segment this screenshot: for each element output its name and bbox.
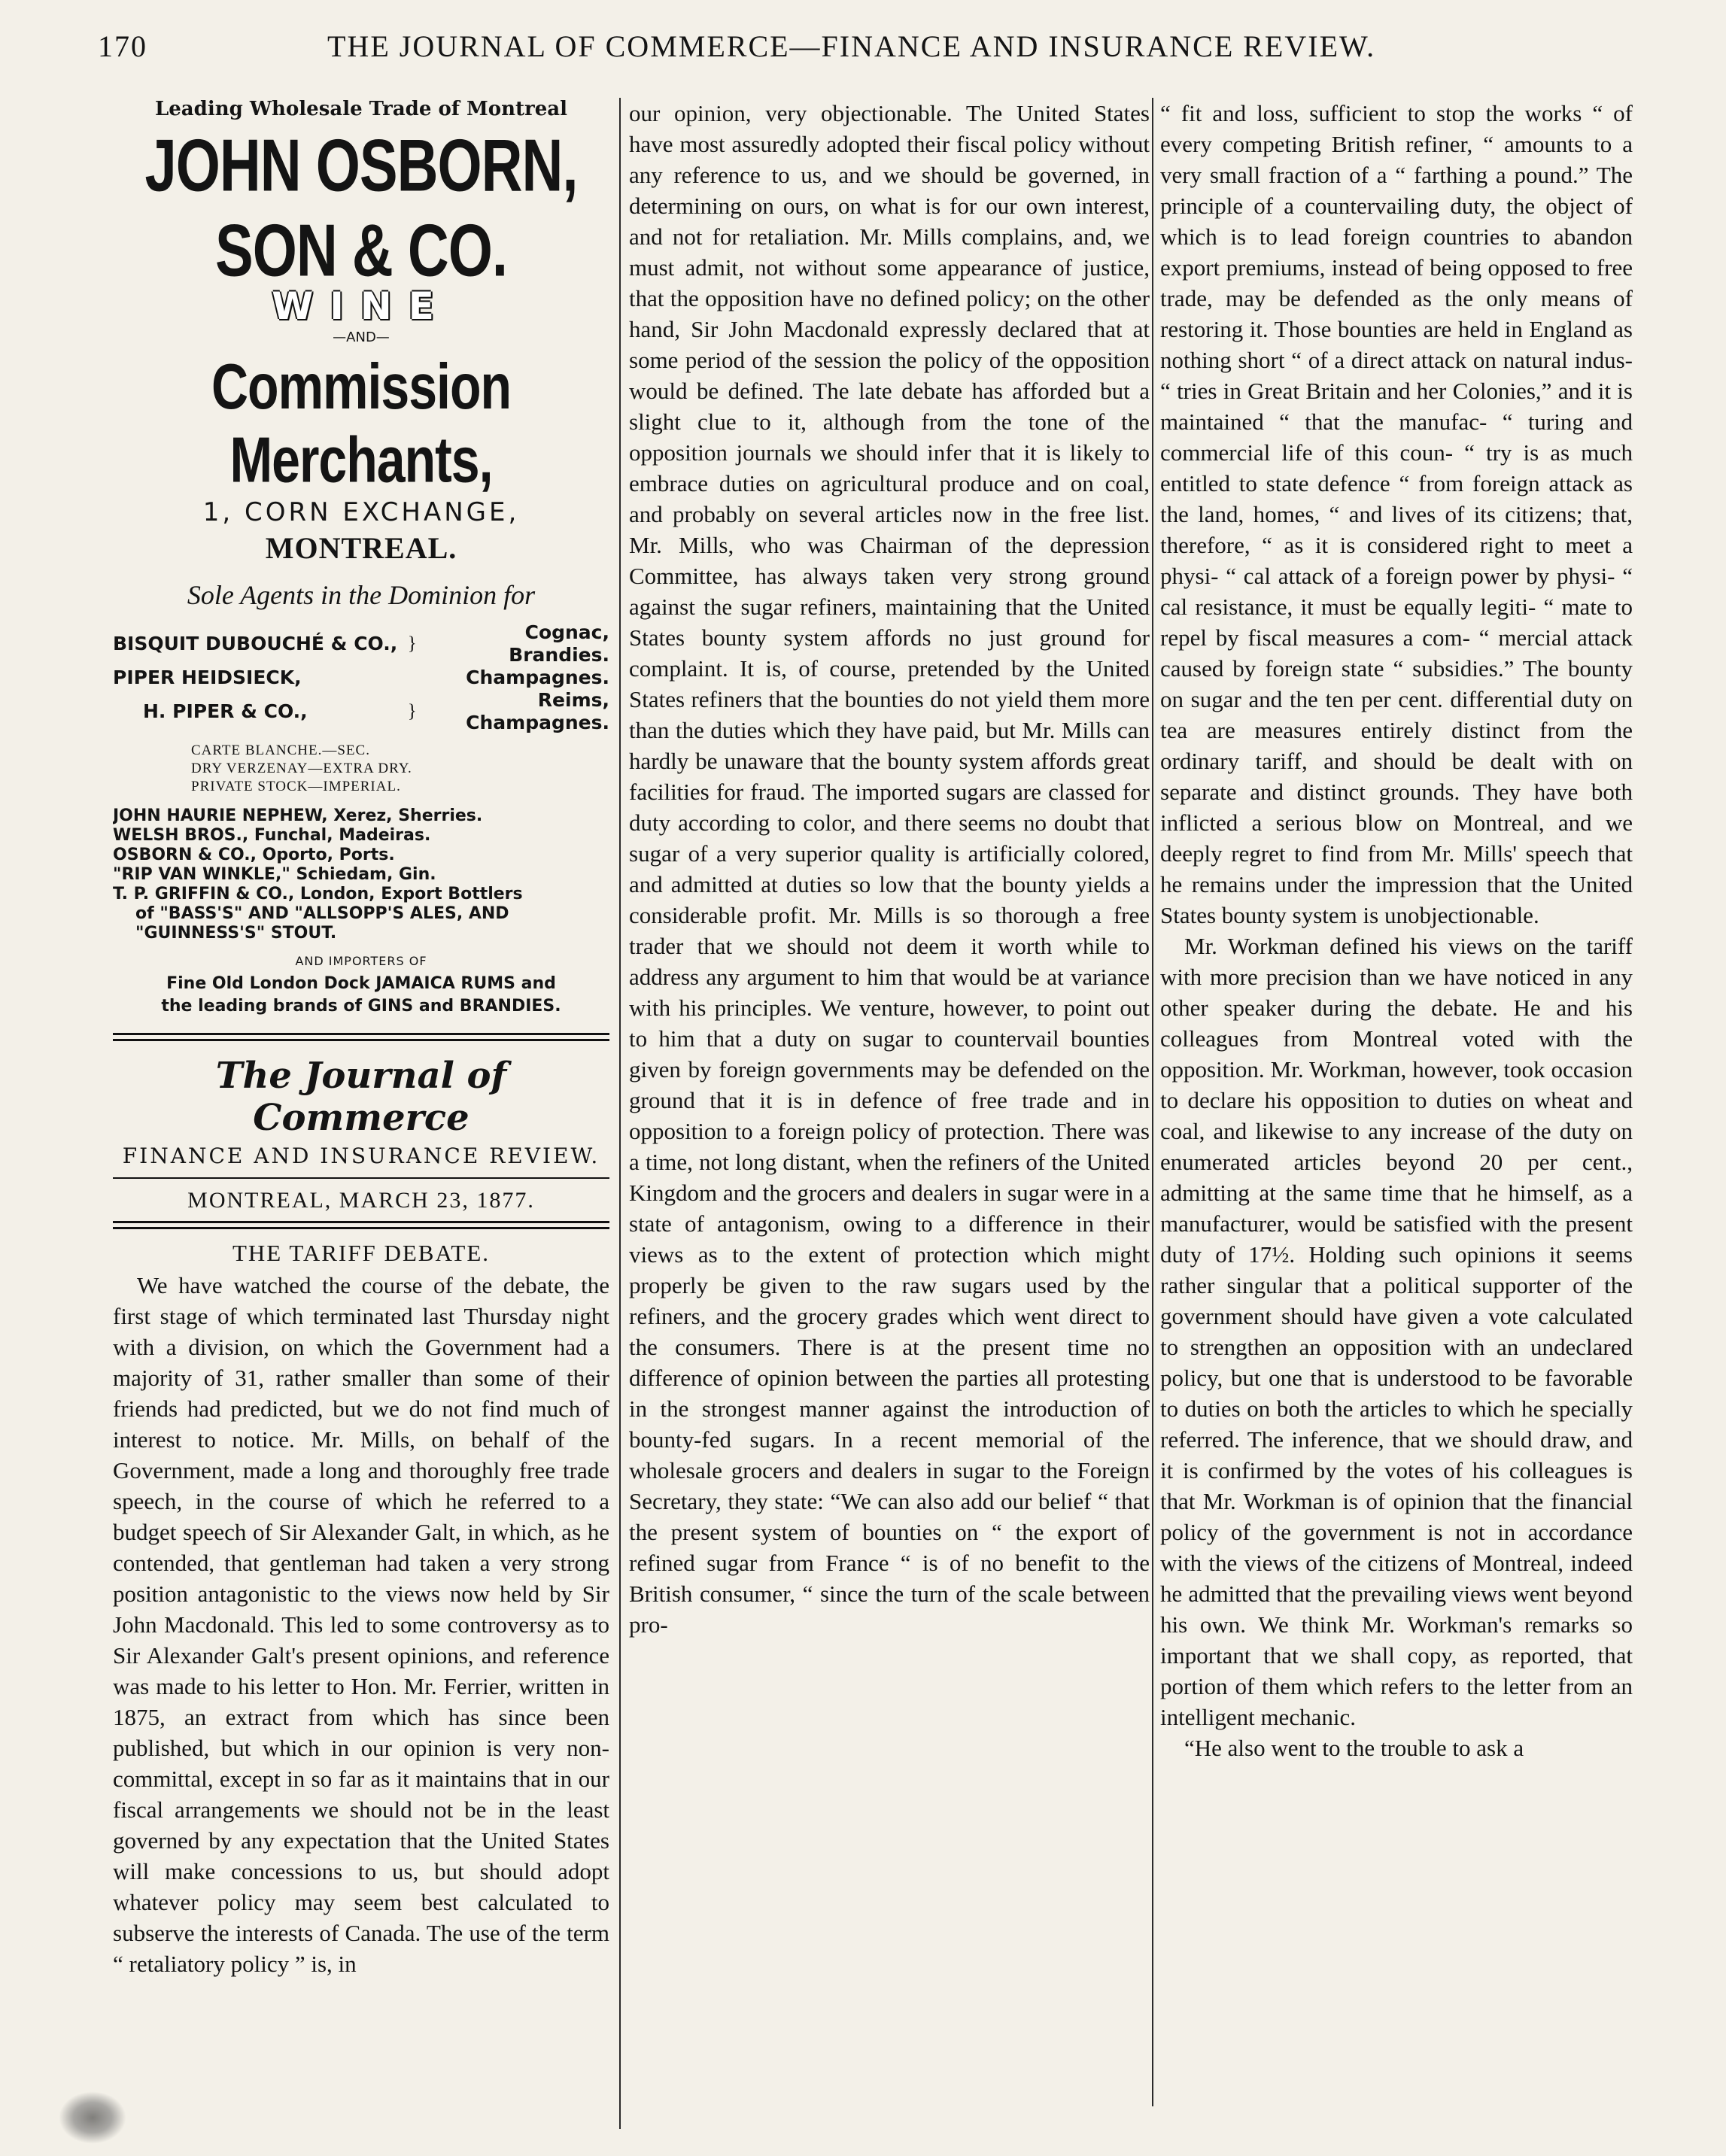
agency-row bbox=[113, 667, 609, 689]
ad-importers: AND IMPORTERS OF bbox=[295, 954, 427, 968]
column-2 bbox=[629, 98, 1150, 2106]
agency-table bbox=[113, 621, 609, 734]
agency-agent: H. PIPER & CO., bbox=[143, 700, 308, 722]
column-rule bbox=[619, 98, 621, 2129]
agency-agent: PIPER HEIDSIECK, bbox=[113, 667, 302, 688]
agency-row bbox=[113, 689, 609, 734]
advertisement bbox=[113, 98, 609, 1018]
ad-wine: WINE bbox=[272, 284, 451, 328]
house-line: JOHN HAURIE NEPHEW, Xerez, Sherries. bbox=[113, 806, 483, 825]
column-rule bbox=[1152, 98, 1153, 2106]
house-line: OSBORN & CO., Oporto, Ports. bbox=[113, 846, 395, 864]
article-body bbox=[113, 1270, 609, 1979]
article-headline: THE TARIFF DEBATE. bbox=[232, 1240, 491, 1266]
rule bbox=[113, 1177, 609, 1179]
masthead-title: The Journal of Commerce bbox=[215, 1055, 507, 1139]
scan-thumb-shadow bbox=[59, 2091, 126, 2144]
paragraph: “ fit and loss, sufficient to stop the works “ of every competing British refiner, “ amounts to a very small fraction of a “ farthing a pound.” The principle of a countervailing duty, the object of which is to lead foreign countries to abandon export premiums, instead of being opposed to free trade, may be defended as the only means of restoring it. Those bounties are held in England as nothing short “ of a direct attack on natural indus- “ tries in Great Britain and her Colonies,” and it is maintained “ that the manufac- “ turing and commercial life of this coun- “ try is as much entitled to state defence “ from foreign attack as the land, homes, “ and lives of its citizens; that, therefore, “ as it is considered right to meet a physi- “ cal attack of a foreign power by physi- “ cal resistance, it must be equally legiti- “ mate to repel by fiscal measures a com- “ mercial attack caused by foreign state “ subsidies.” The bounty on sugar and the ten per cent. differential duty on tea are measures entirely distinct from the ordinary tariff, and should be dealt with on separate and distinct grounds. They have both inflicted a serious blow on Montreal, and we deeply regret to find from Mr. Mills' speech that he remains under the impression that the United States bounty system is unobjectionable. bbox=[1160, 100, 1633, 928]
article-body bbox=[1160, 98, 1633, 1763]
paragraph: “He also went to the trouble to ask a bbox=[1184, 1735, 1524, 1761]
column-3 bbox=[1160, 98, 1633, 2084]
ad-firm-name: JOHN OSBORN, SON & CO. bbox=[144, 124, 578, 293]
agency-row bbox=[113, 621, 609, 667]
page-number: 170 bbox=[98, 29, 147, 63]
article-body bbox=[629, 98, 1150, 1640]
house-line: T. P. GRIFFIN & CO., London, Export Bottlers bbox=[113, 885, 523, 903]
grade-line: PRIVATE STOCK—IMPERIAL. bbox=[191, 779, 401, 794]
house-line: of "BASS'S" AND "ALLSOPP'S ALES, AND bbox=[135, 904, 509, 923]
ad-address: 1, CORN EXCHANGE, bbox=[202, 497, 520, 527]
running-header bbox=[98, 29, 1673, 74]
ad-heading: Leading Wholesale Trade of Montreal bbox=[154, 98, 568, 120]
paragraph: our opinion, very objectionable. The United States have most assuredly adopted their fiscal policy without any reference to us, and we should be governed, in determining on ours, on what is for our own interest, and not for retaliation. Mr. Mills complains, and, we must admit, not without some appearance of justice, that the opposition have no defined policy; on the other hand, Sir John Macdonald expressly declared that at some period of the session the policy of the opposition would be defined. The late debate has afforded but a slight clue to it, although from the tone of the opposition journals we should infer that it is likely to embrace duties on agricultural produce and on coal, and probably on several articles now in the free list. Mr. Mills, who was Chairman of the depression Committee, has always taken very strong ground against the sugar refiners, maintaining that the United States bounty system affords no just ground for complaint. It is, of course, pretended by the United States refiners that the bounties do not yield them more than the duties which they have paid, but Mr. Mills can hardly be unaware that the bounty system affords great facilities for fraud. The imported sugars are classed for duty according to color, and there seems no doubt that sugar of a very superior quality is artificially colored, and admitted at duties so low that the bounty yields a considerable profit. Mr. Mills is so thorough a free trader that we should not deem it worth while to address any argument to him that would be at variance with his principles. We venture, however, to point out to him that a duty on sugar to countervail bounties given by foreign governments may be defended on the ground that it is in defence of free trade and in opposition to a foreign policy of protection. There was a time, not long distant, when the refiners of the United Kingdom and the grocers and dealers in sugar were in a state of antagonism, owing to a difference in their views as to the extent of protection which might properly be given to the raw sugars used by the refiners, and the grocery grades which went direct to the consumers. There is at the present time no difference of opinion between the parties all protesting in the strongest manner against the introduction of bounty-fed sugars. In a recent memorial of the wholesale grocers and dealers in sugar to the Foreign Secretary, they state: “We can also add our belief “ that the present system of bounties on “ the export of refined sugar from France “ is of no benefit to the British consumer, “ since the turn of the scale between pro- bbox=[629, 100, 1150, 1638]
house-list bbox=[113, 806, 609, 943]
double-rule bbox=[113, 1221, 609, 1229]
running-title: THE JOURNAL OF COMMERCE—FINANCE AND INSURANCE REVIEW. bbox=[327, 29, 1376, 63]
agency-agent: BISQUIT DUBOUCHÉ & CO., bbox=[113, 633, 398, 654]
ad-agents-heading: Sole Agents in the Dominion for bbox=[187, 580, 536, 610]
agency-product: Cognac, Brandies. bbox=[509, 621, 609, 666]
grade-line: DRY VERZENAY—EXTRA DRY. bbox=[191, 761, 412, 776]
house-line: "GUINNESS'S" STOUT. bbox=[135, 924, 337, 943]
ad-fine-line: the leading brands of GINS and BRANDIES. bbox=[161, 997, 561, 1016]
agency-product: Reims, Champagnes. bbox=[466, 689, 609, 733]
house-line: "RIP VAN WINKLE," Schiedam, Gin. bbox=[113, 865, 436, 884]
ad-and: —AND— bbox=[333, 329, 390, 345]
masthead-subtitle: FINANCE AND INSURANCE REVIEW. bbox=[122, 1143, 600, 1168]
ad-fine-line: Fine Old London Dock JAMAICA RUMS and bbox=[166, 974, 556, 993]
grade-line: CARTE BLANCHE.—SEC. bbox=[191, 742, 370, 758]
agency-product: Champagnes. bbox=[466, 667, 609, 688]
ad-city: MONTREAL. bbox=[265, 531, 457, 565]
paragraph: We have watched the course of the debate, the first stage of which terminated last Thursday night with a division, on which the Government had a majority of 31, rather smaller than some of their friends had predicted, but we do not find much of interest to notice. Mr. Mills, on behalf of the Government, made a long and thoroughly free trade speech, in the course of which he referred to a budget speech of Sir Alexander Galt, in which, as he contended, that gentleman had taken a very strong position antagonistic to the views now held by Sir John Macdonald. This led to some controversy as to Sir Alexander Galt's present opinions, and reference was made to his letter to Hon. Mr. Ferrier, written in 1875, an extract from which has since been published, but which in our opinion is very non-committal, except in so far as it maintains that in our fiscal arrangements we should not be in the least governed by any expectation that the United States will make concessions to us, but should adopt whatever policy may seem best calculated to subserve the interests of Canada. The use of the term “ retaliatory policy ” is, in bbox=[113, 1272, 609, 1977]
masthead-date: MONTREAL, MARCH 23, 1877. bbox=[187, 1188, 535, 1213]
column-1 bbox=[113, 98, 609, 2046]
paragraph: Mr. Workman defined his views on the tariff with more precision than we have noticed in any other speaker during the debate. He and his colleagues from Montreal voted with the opposition. Mr. Workman, however, took occasion to declare his opposition to duties on wheat and coal, and likewise to any increase of the duty on enumerated articles beyond 20 per cent., admitting at the same time that he himself, as a manufacturer, would be satisfied with the present duty of 17½. Holding such opinions it seems rather singular that a political supporter of the government should have given a vote calculated to strengthen an opposition with an undeclared policy, but one that is understood to be favorable to duties on both the articles to which he specially referred. The inference, that we should draw, and it is confirmed by the votes of his colleagues is that Mr. Workman is of opinion that the financial policy of the government is not in accordance with the views of the citizens of Montreal, indeed he admitted that the prevailing views went beyond his own. We think Mr. Workman's remarks so important that we shall copy, as reported, that portion of them which refers to the letter from an intelligent mechanic. bbox=[1160, 933, 1633, 1730]
brace-glyph: } bbox=[407, 701, 417, 721]
brace-glyph: } bbox=[407, 633, 417, 654]
masthead bbox=[113, 1055, 609, 1229]
grade-list bbox=[191, 742, 609, 796]
ad-merchants: Commission Merchants, bbox=[211, 351, 512, 496]
double-rule bbox=[113, 1033, 609, 1041]
house-line: WELSH BROS., Funchal, Madeiras. bbox=[113, 826, 431, 845]
